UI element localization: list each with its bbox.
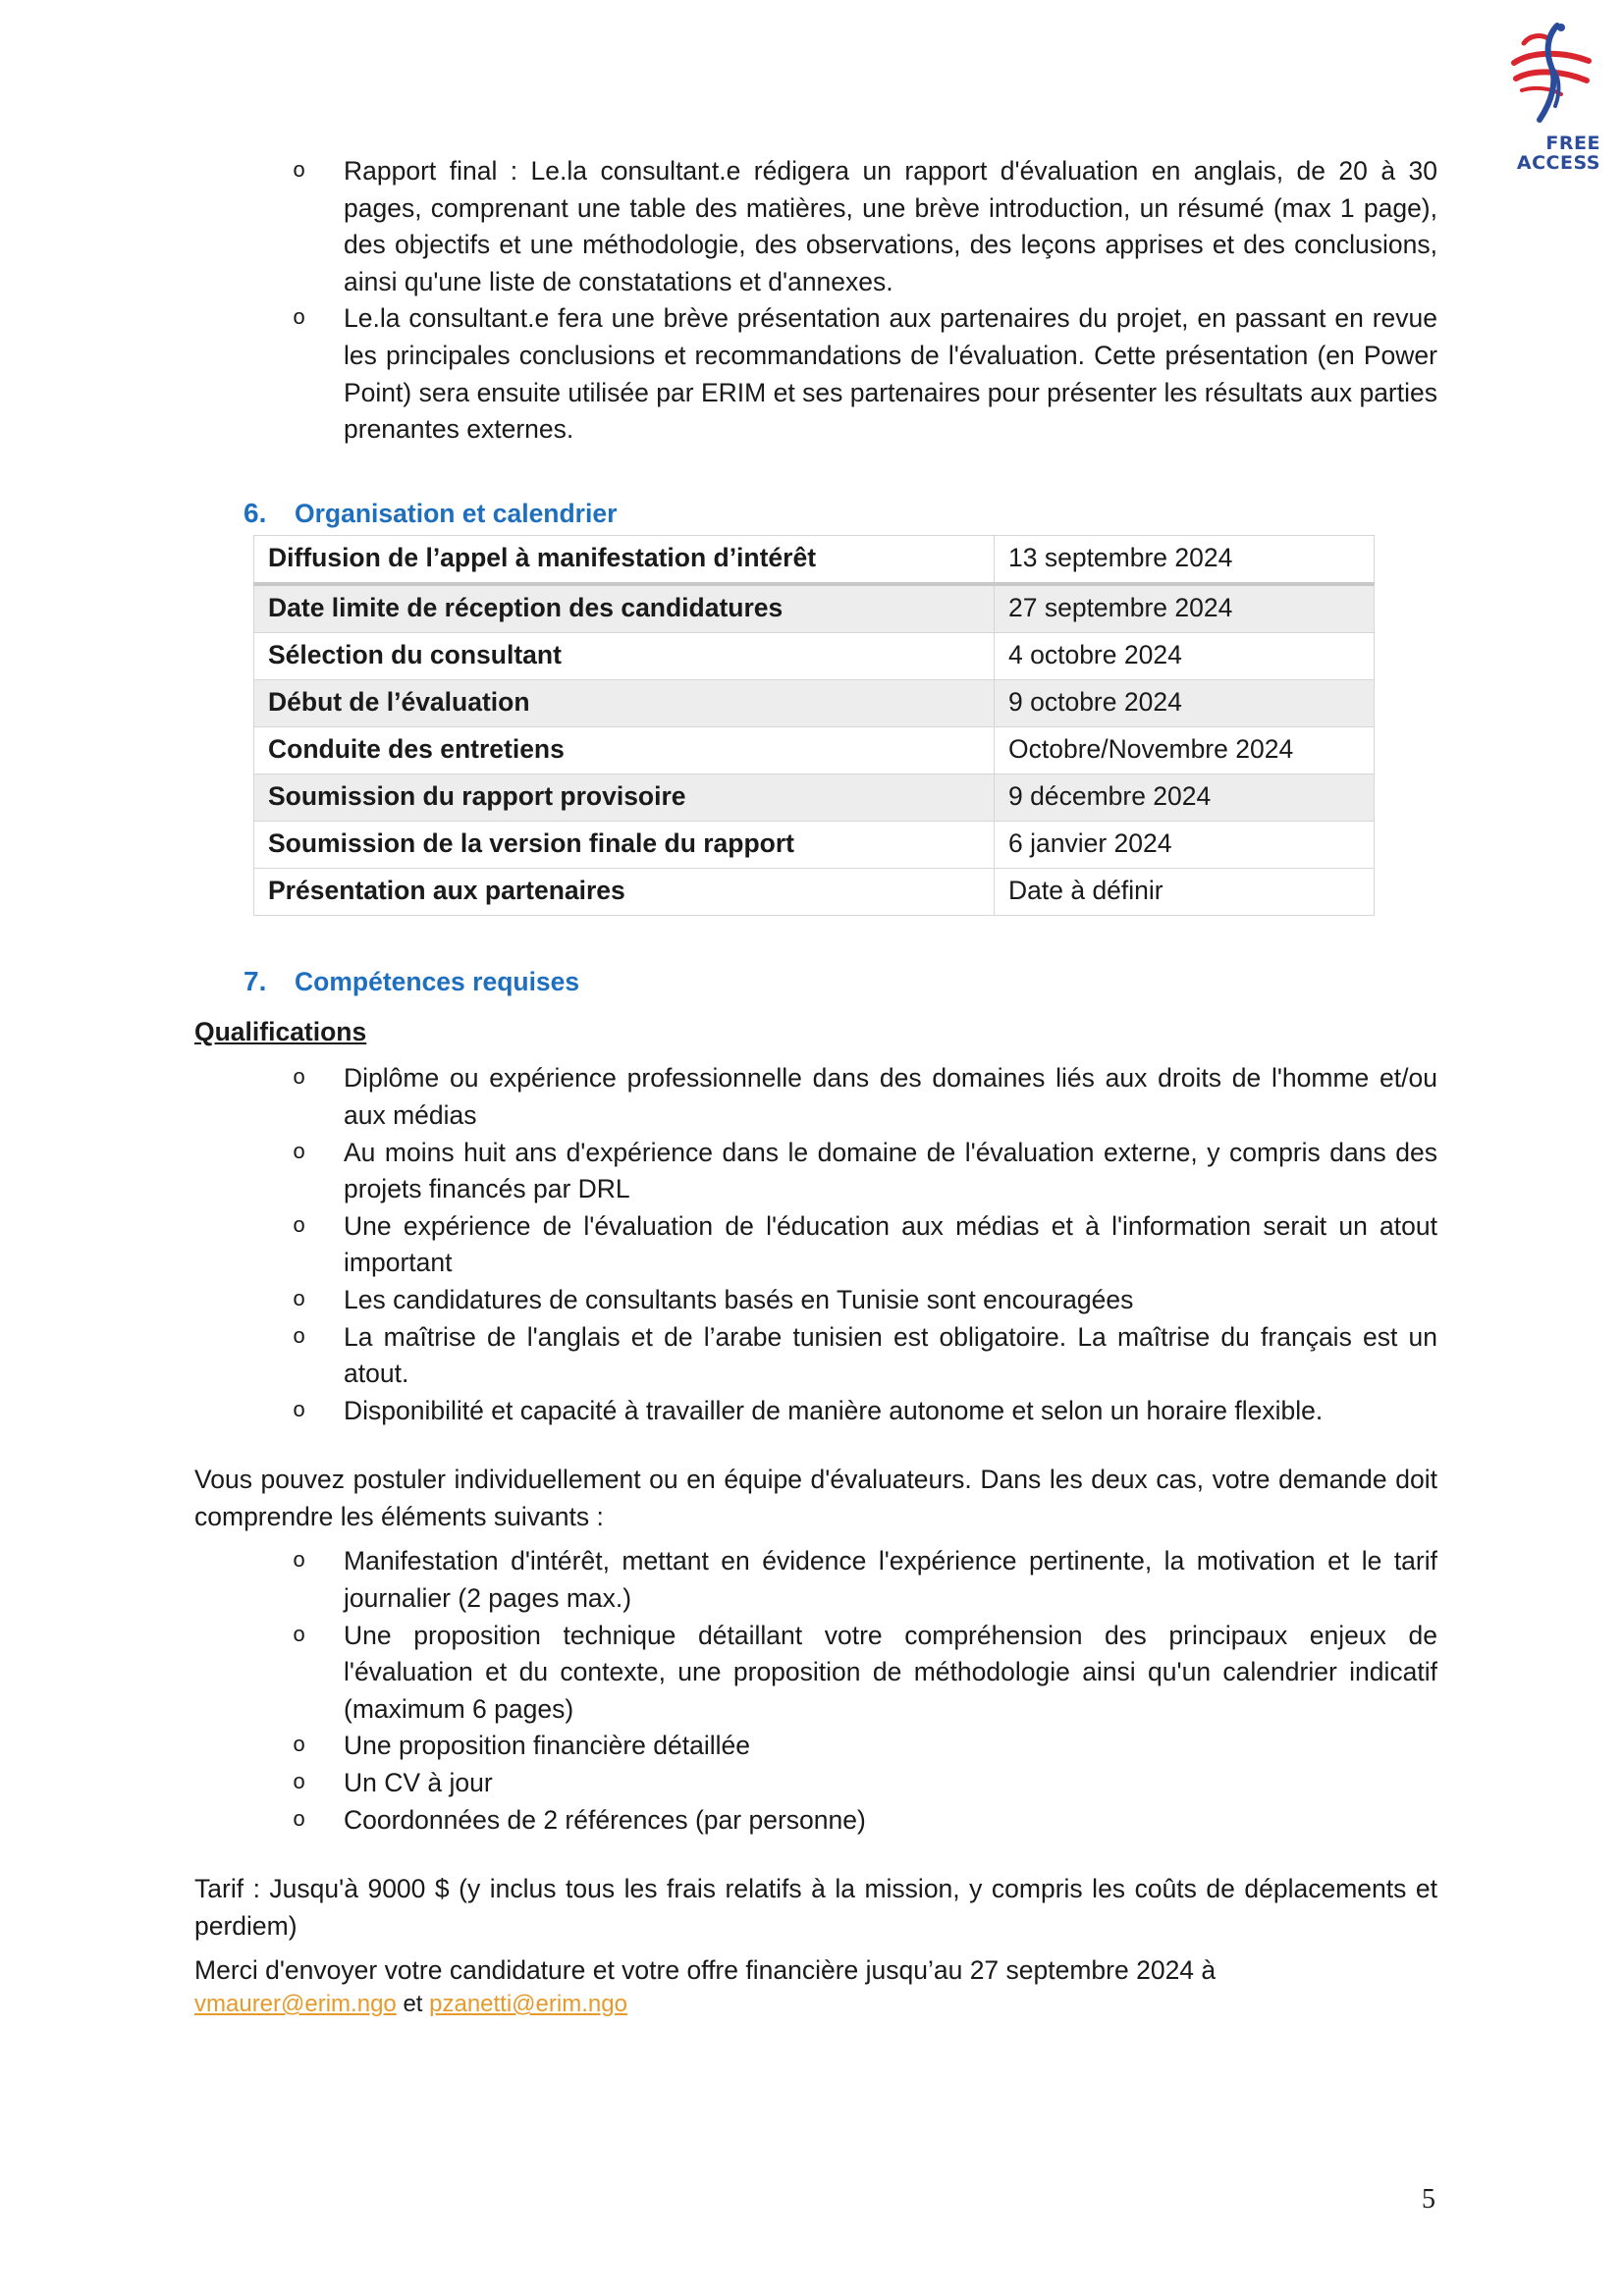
bullet-marker: o: [293, 1213, 306, 1239]
table-row: [254, 535, 1375, 584]
table-row: [254, 774, 1375, 821]
list-item-text: Les candidatures de consultants basés en Tunisie sont encouragées: [344, 1284, 1134, 1314]
application-intro: Vous pouvez postuler individuellement ou en équipe d'évaluateurs. Dans les deux cas, votre demande doit comprendre les éléments suivants :: [194, 1465, 1437, 1531]
table-cell-value: 6 janvier 2024: [995, 821, 1375, 868]
bullet-marker: o: [293, 1287, 306, 1312]
submission-instructions: Merci d'envoyer votre candidature et votre offre financière jusqu’au 27 septembre 2024 à: [194, 1955, 1217, 1986]
section-heading-6: [194, 495, 1437, 532]
free-access-logo: [1502, 22, 1600, 174]
list-item: [293, 1765, 1437, 1802]
bullet-marker: o: [293, 1066, 306, 1092]
list-item: [293, 1282, 1437, 1319]
list-item: [293, 1319, 1437, 1393]
list-item-text: Rapport final : Le.la consultant.e rédigera un rapport d'évaluation en anglais, de 20 à 30 pages, comprenant une table des matières, une brève introduction, un résumé (max 1 page), des objectifs et une méthodologie, des observations, des leçons apprises et des conclusions, ainsi qu'une liste de constatations et d'annexes.: [344, 156, 1437, 296]
list-item-text: Une expérience de l'évaluation de l'éducation aux médias et à l'information serait un atout important: [344, 1210, 1437, 1278]
table-cell-value: 13 septembre 2024: [995, 535, 1375, 584]
table-cell-label: Soumission de la version finale du rapport: [254, 821, 995, 868]
bullet-marker: o: [293, 159, 306, 184]
bullet-marker: o: [293, 1140, 306, 1165]
list-item-text: Coordonnées de 2 références (par personne): [344, 1804, 866, 1835]
section-number: 6.: [243, 497, 267, 528]
list-item: [293, 1393, 1437, 1430]
list-item-text: Disponibilité et capacité à travailler de manière autonome et selon un horaire flexible.: [344, 1395, 1324, 1425]
section-number: 7.: [243, 965, 267, 996]
list-item: [293, 1208, 1437, 1282]
email-link-vmaurer[interactable]: vmaurer@erim.ngo: [194, 1991, 397, 2017]
schedule-table: [253, 535, 1375, 916]
section-title: Organisation et calendrier: [295, 498, 618, 528]
list-item: [293, 1618, 1437, 1729]
section-heading-7: [194, 963, 1437, 1000]
section-title: Compétences requises: [295, 966, 580, 996]
tarif-text: Tarif : Jusqu'à 9000 $ (y inclus tous les frais relatifs à la mission, y compris les coûts de déplacements et perdiem): [194, 1874, 1437, 1941]
table-row: [254, 584, 1375, 633]
list-item: [293, 300, 1437, 448]
bullet-marker: o: [293, 1771, 306, 1796]
bullet-marker: o: [293, 1549, 306, 1575]
bullet-marker: o: [293, 1398, 306, 1423]
table-cell-label: Début de l’évaluation: [254, 679, 995, 726]
email-separator: et: [403, 1991, 423, 2017]
table-cell-label: Présentation aux partenaires: [254, 868, 995, 915]
list-item: [293, 1543, 1437, 1617]
list-item: [293, 1135, 1437, 1208]
page-content: [194, 153, 1437, 2023]
list-item-text: Une proposition technique détaillant votre compréhension des principaux enjeux de l'évaluation et du contexte, une proposition de méthodologie ainsi qu'un calendrier indicatif (maximum 6 pages): [344, 1620, 1437, 1724]
logo-text: FREE ACCESS: [1516, 133, 1600, 174]
table-cell-label: Diffusion de l’appel à manifestation d’intérêt: [254, 535, 995, 584]
bullet-marker: o: [293, 1324, 306, 1350]
list-item-text: Une proposition financière détaillée: [344, 1731, 750, 1761]
table-cell-value: 9 octobre 2024: [995, 679, 1375, 726]
free-access-logo-mark-icon: [1502, 22, 1600, 137]
email-line: [194, 1986, 1437, 2023]
bullet-marker: o: [293, 306, 306, 332]
list-item-text: Au moins huit ans d'expérience dans le domaine de l'évaluation externe, y compris dans des projets financés par DRL: [344, 1137, 1437, 1204]
deliverables-list: [194, 153, 1437, 449]
list-item-text: Le.la consultant.e fera une brève présentation aux partenaires du projet, en passant en revue les principales conclusions et recommandations de l'évaluation. Cette présentation (en Power Point) sera ensuite utilisée par ERIM et ses partenaires pour présenter les résultats aux parties prenantes externes.: [344, 303, 1437, 445]
table-row: [254, 821, 1375, 868]
table-cell-label: Date limite de réception des candidatures: [254, 584, 995, 633]
page-number: 5: [1422, 2184, 1435, 2215]
application-items-list: [194, 1543, 1437, 1839]
submission-text: [194, 1952, 1437, 1990]
table-row: [254, 632, 1375, 679]
table-cell-value: 27 septembre 2024: [995, 584, 1375, 633]
table-cell-value: Octobre/Novembre 2024: [995, 726, 1375, 774]
list-item: [293, 1802, 1437, 1840]
list-item: [293, 153, 1437, 300]
list-item-text: Manifestation d'intérêt, mettant en évidence l'expérience pertinente, la motivation et le tarif journalier (2 pages max.): [344, 1546, 1437, 1614]
bullet-marker: o: [293, 1807, 306, 1833]
list-item-text: Un CV à jour: [344, 1768, 493, 1798]
table-cell-label: Soumission du rapport provisoire: [254, 774, 995, 821]
list-item: [293, 1060, 1437, 1134]
qualifications-heading: Qualifications: [194, 1016, 367, 1046]
table-cell-value: 9 décembre 2024: [995, 774, 1375, 821]
table-cell-label: Conduite des entretiens: [254, 726, 995, 774]
table-row: [254, 726, 1375, 774]
bullet-marker: o: [293, 1623, 306, 1648]
email-link-pzanetti[interactable]: pzanetti@erim.ngo: [429, 1991, 627, 2017]
list-item: [293, 1728, 1437, 1765]
table-cell-label: Sélection du consultant: [254, 632, 995, 679]
table-row: [254, 868, 1375, 915]
table-cell-value: 4 octobre 2024: [995, 632, 1375, 679]
list-item-text: Diplôme ou expérience professionnelle dans des domaines liés aux droits de l'homme et/ou aux médias: [344, 1063, 1437, 1130]
table-cell-value: Date à définir: [995, 868, 1375, 915]
bullet-marker: o: [293, 1734, 306, 1759]
list-item-text: La maîtrise de l'anglais et de l’arabe tunisien est obligatoire. La maîtrise du français est un atout.: [344, 1321, 1437, 1389]
qualifications-list: [194, 1060, 1437, 1429]
table-row: [254, 679, 1375, 726]
